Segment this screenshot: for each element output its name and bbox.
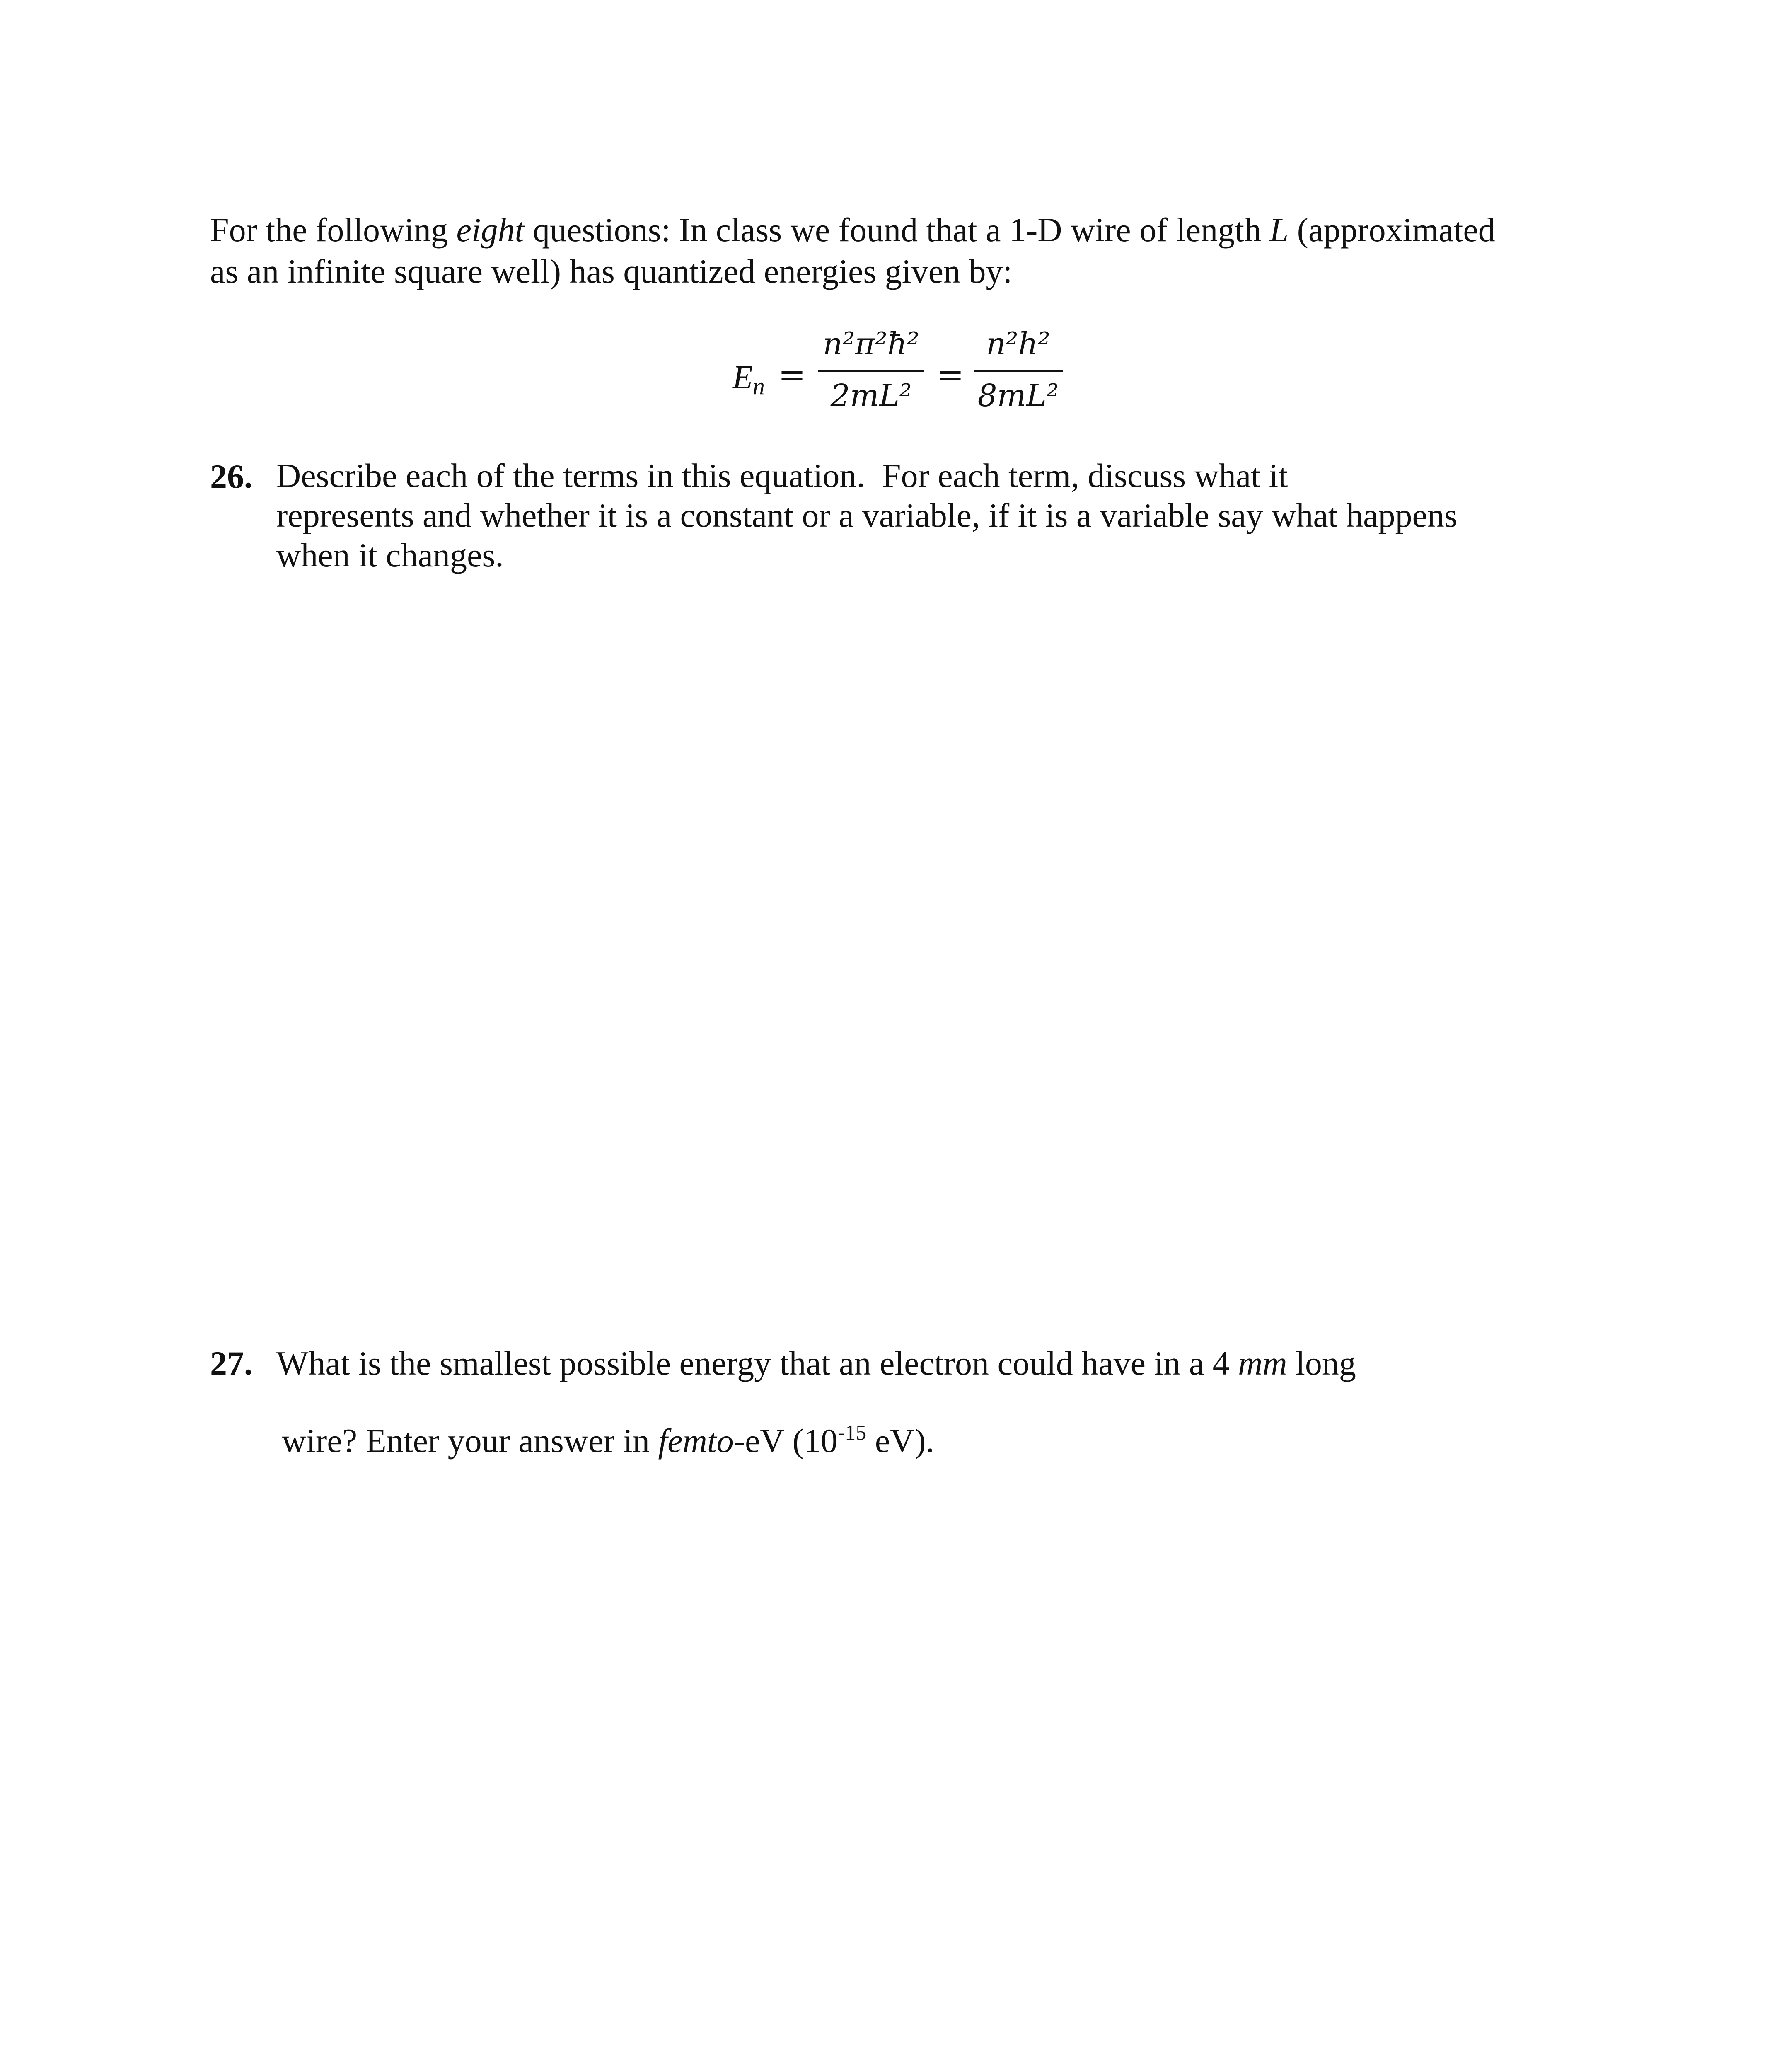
intro-line-1	[210, 209, 1495, 251]
fraction-hbar	[818, 323, 924, 421]
femto-prefix: femto	[658, 1422, 734, 1460]
exponent: -15	[837, 1421, 867, 1445]
question-26-text	[276, 456, 1458, 575]
intro-emphasis: eight	[456, 211, 525, 249]
energy-subscript: n	[752, 373, 765, 399]
energy-equation	[729, 323, 1102, 431]
length-variable: L	[1269, 211, 1289, 249]
question-26-number: 26.	[210, 457, 253, 495]
question-26-line: Describe each of the terms in this equation. For each term, discuss what it	[276, 457, 1288, 494]
question-27-text: eV).	[866, 1422, 935, 1460]
equals-sign: =	[936, 356, 965, 394]
question-27-line-2	[282, 1412, 934, 1462]
intro-text: For the following	[210, 211, 457, 249]
intro-text: (approximated	[1289, 211, 1495, 249]
fraction-h	[974, 323, 1063, 421]
question-27-line-1	[276, 1343, 1356, 1384]
intro-line-2: as an infinite square well) has quantized energies given by:	[210, 252, 1013, 290]
energy-symbol: E	[733, 359, 753, 396]
intro-text: questions: In class we found that a 1-D wire of length	[524, 211, 1270, 249]
question-27-text: -eV (10	[733, 1422, 838, 1460]
equals-sign: =	[778, 356, 806, 394]
intro-paragraph	[210, 209, 1495, 292]
question-26-line: when it changes.	[276, 536, 504, 574]
question-27-number: 27.	[210, 1344, 253, 1382]
fraction-numerator: n²h²	[986, 326, 1050, 362]
fraction-denominator: 8mL²	[977, 378, 1059, 414]
question-27-text: wire? Enter your answer in	[282, 1422, 658, 1460]
question-27-text: long	[1287, 1344, 1356, 1382]
question-27-text: What is the smallest possible energy that an electron could have in a 4	[276, 1344, 1238, 1382]
equation-lhs	[733, 359, 765, 400]
unit-mm: mm	[1238, 1344, 1287, 1382]
question-26-line: represents and whether it is a constant or a variable, if it is a variable say what happens	[276, 496, 1458, 534]
fraction-denominator: 2mL²	[830, 378, 912, 414]
fraction-numerator: n²π²ħ²	[823, 326, 919, 362]
